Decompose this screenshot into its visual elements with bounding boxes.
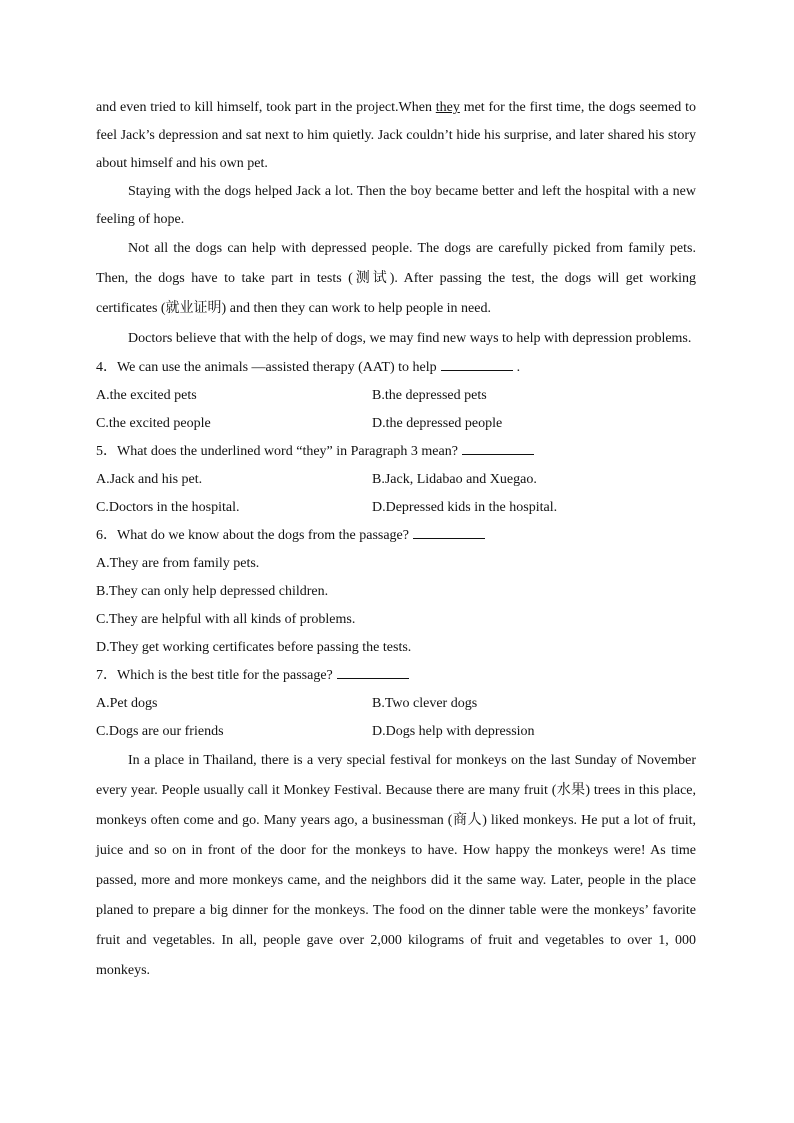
option-a: A.the excited pets [96, 388, 197, 403]
passage1-paragraph-4: Doctors believe that with the help of dogs, we may find new ways to help with depression problems. [128, 331, 692, 346]
question-7-options-row-2 [96, 718, 696, 746]
passage1-paragraph-3: Not all the dogs can help with depressed people. The dogs are carefully picked from family pets. Then, the dogs have to take part in tests (测试). After passing the test, the dogs will get working certificates (就业证明) and then they can work to help people in need. [96, 241, 696, 316]
question-7 [96, 662, 696, 690]
option-a: A.Pet dogs [96, 696, 158, 711]
question-6 [96, 522, 696, 550]
question-tail: . [516, 360, 521, 375]
question-stem: 7．Which is the best title for the passage? [96, 668, 333, 683]
option-b: B.Jack, Lidabao and Xuegao. [372, 472, 537, 487]
option-a: A.They are from family pets. [96, 556, 260, 571]
answer-blank[interactable] [413, 524, 485, 539]
option-c: C.They are helpful with all kinds of problems. [96, 612, 356, 627]
question-5-options-row-2 [96, 494, 696, 522]
question-7-options-row-1 [96, 690, 696, 718]
question-4 [96, 354, 696, 382]
option-d: D.the depressed people [372, 416, 503, 431]
option-b: B.the depressed pets [372, 388, 487, 403]
option-b: B.They can only help depressed children. [96, 584, 329, 599]
option-d: D.Dogs help with depression [372, 724, 535, 739]
passage2-paragraph-1: In a place in Thailand, there is a very special festival for monkeys on the last Sunday of November every year. People usually call it Monkey Festival. Because there are many fruit (水果) trees in this place, monkeys often come and go. Many years ago, a businessman (商人) liked monkeys. He put a lot of fruit, juice and so on in front of the door for the monkeys to have. How happy the monkeys were! As time passed, more and more monkeys came, and the neighbors did it the same way. Later, people in the place planed to prepare a big dinner for the monkeys. The food on the dinner table were the monkeys’ favorite fruit and vegetables. In all, people gave over 2,000 kilograms of fruit and vegetables to over 1, 000 monkeys. [96, 753, 696, 978]
option-c: C.the excited people [96, 416, 211, 431]
question-5-options-row-1 [96, 466, 696, 494]
passage1-paragraph-1 [96, 94, 696, 178]
answer-blank[interactable] [462, 440, 534, 455]
paragraph-text: and even tried to kill himself, took part in the project.When [96, 100, 436, 115]
question-5 [96, 438, 696, 466]
question-4-options-row-2 [96, 410, 696, 438]
option-a: A.Jack and his pet. [96, 472, 203, 487]
option-b: B.Two clever dogs [372, 696, 478, 711]
question-stem: 4．We can use the animals —assisted therapy (AAT) to help [96, 360, 437, 375]
option-d: D.They get working certificates before passing the tests. [96, 640, 412, 655]
option-c: C.Doctors in the hospital. [96, 500, 240, 515]
question-4-options-row-1 [96, 382, 696, 410]
answer-blank[interactable] [441, 356, 513, 371]
passage1-paragraph-2: Staying with the dogs helped Jack a lot. Then the boy became better and left the hospital with a new feeling of hope. [96, 184, 696, 227]
option-c: C.Dogs are our friends [96, 724, 224, 739]
question-stem: 5．What does the underlined word “they” in Paragraph 3 mean? [96, 444, 458, 459]
paragraph-text: met for the first time, the dogs seemed to feel Jack’s depression and sat next to him quietly. Jack couldn’t hide his surprise, and later shared his story about himself and his own pet. [96, 100, 697, 171]
option-d: D.Depressed kids in the hospital. [372, 500, 558, 515]
document-page [96, 94, 696, 986]
underlined-word-they: they [435, 100, 460, 115]
answer-blank[interactable] [337, 664, 409, 679]
question-stem: 6．What do we know about the dogs from the passage? [96, 528, 409, 543]
